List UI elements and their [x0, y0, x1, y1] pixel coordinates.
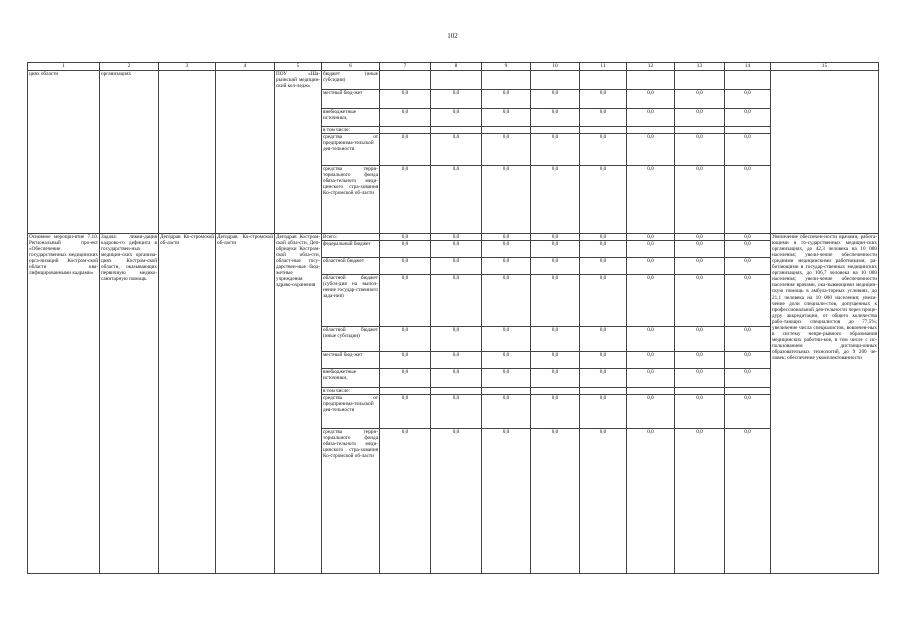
value-cell: 0,0	[431, 108, 482, 126]
value-cell: 0,0	[725, 326, 771, 351]
value-cell: 0,0	[380, 368, 431, 387]
value-cell	[531, 70, 580, 89]
value-cell	[675, 70, 725, 89]
value-cell: 0,0	[627, 240, 675, 257]
value-cell: 0,0	[725, 89, 771, 108]
value-cell: 0,0	[380, 233, 431, 240]
value-cell: 0,0	[531, 394, 580, 428]
value-cell	[675, 126, 725, 133]
value-cell	[431, 70, 482, 89]
column-number: 8	[431, 63, 482, 71]
value-cell: 0,0	[380, 108, 431, 126]
funding-source-label: средства терри-ториального фонда обяза-тельного меди-цинского стра-хования Ко-стромской об-ласти	[322, 165, 380, 233]
column-number: 10	[531, 63, 580, 71]
value-cell: 0,0	[725, 428, 771, 573]
value-cell: 0,0	[531, 257, 580, 274]
funding-source-label: в том числе:	[322, 387, 380, 394]
value-cell: 0,0	[725, 165, 771, 233]
value-cell: 0,0	[627, 89, 675, 108]
value-cell	[725, 126, 771, 133]
value-cell: 0,0	[380, 133, 431, 165]
funding-source-label: средства терри-ториального фонда обяза-тельного меди-цинского стра-хования Ко-стромской об-ласти	[322, 428, 380, 573]
value-cell: 0,0	[725, 274, 771, 326]
value-cell	[531, 387, 580, 394]
value-cell: 0,0	[627, 326, 675, 351]
value-cell: 0,0	[725, 240, 771, 257]
column-number: 14	[725, 63, 771, 71]
column-number: 2	[100, 63, 159, 71]
value-cell: 0,0	[531, 89, 580, 108]
value-cell	[675, 387, 725, 394]
value-cell: 0,0	[580, 89, 627, 108]
task-cell: организациях	[100, 70, 159, 233]
value-cell: 0,0	[725, 108, 771, 126]
funding-source-label: бюджет (иные субсидии)	[322, 70, 380, 89]
value-cell: 0,0	[431, 165, 482, 233]
value-cell: 0,0	[482, 240, 531, 257]
value-cell: 0,0	[675, 428, 725, 573]
value-cell: 0,0	[482, 133, 531, 165]
value-cell: 0,0	[380, 89, 431, 108]
executor-cell: ПОУ «Ша-рьинский медицин-ский кол-ледж»	[275, 70, 322, 233]
value-cell	[431, 126, 482, 133]
value-cell: 0,0	[531, 233, 580, 240]
funding-source-label: областной бюджет (иные субсидии)	[322, 326, 380, 351]
value-cell: 0,0	[580, 257, 627, 274]
value-cell: 0,0	[531, 351, 580, 368]
value-cell	[482, 70, 531, 89]
result-cell: Увеличение обеспечен-ности врачами, работа-ющими в го-сударственных медицин-ских организациях, до 42,3 человека на 10 000 населения; увели-чение обеспеченности средними медицинскими работниками, ра-ботающими в государ-ственных медицинских организациях, до 106,7 человека на 10 000 населения; увели-чение обеспеченности населения врачами, ока-зывающими медицин-скую помощь в амбула-торных условиях, до 21,1 человека на 10 000 населения; увели-чение доли специали-стов, допущенных к профессиональной дея-тельности через проце-дуру аккредитации, от общего количества рабо-тающих специалистов до 77,5%; увеличение числа специалистов, вовлечен-ных в систему непре-рывного образования медицинских работни-ков, в том числе с ис-пользованием дистанци-онных образовательных технологий, до 9 200 че-ловек; обеспечение укомплектованности	[771, 233, 879, 573]
value-cell: 0,0	[580, 394, 627, 428]
value-cell: 0,0	[627, 133, 675, 165]
task-cell: Задача: ликви-дация кадрово-го дефицита в государствен-ных медицин-ских организа-циях Костром-ской области, оказывающих первичную медико-санитарную помощь	[100, 233, 159, 573]
value-cell: 0,0	[431, 89, 482, 108]
value-cell	[725, 387, 771, 394]
funding-source-label: средства от предпринима-тельской дея-тельности	[322, 133, 380, 165]
value-cell: 0,0	[531, 368, 580, 387]
value-cell: 0,0	[482, 351, 531, 368]
value-cell: 0,0	[482, 165, 531, 233]
value-cell: 0,0	[531, 326, 580, 351]
value-cell: 0,0	[580, 108, 627, 126]
funding-source-label: внебюджетные источники,	[322, 108, 380, 126]
value-cell: 0,0	[627, 351, 675, 368]
value-cell: 0,0	[380, 257, 431, 274]
value-cell: 0,0	[725, 394, 771, 428]
column-number: 4	[216, 63, 275, 71]
value-cell: 0,0	[482, 394, 531, 428]
funding-source-label: местный бюд-жет	[322, 89, 380, 108]
activity-cell: циях области	[28, 70, 100, 233]
value-cell: 0,0	[482, 274, 531, 326]
column-number: 11	[580, 63, 627, 71]
funding-source-label: областной бюджет (субси-дия на выпол-нение государ-ственного зада-ния)	[322, 274, 380, 326]
value-cell: 0,0	[531, 274, 580, 326]
funding-source-label: средства от предпринима-тельской дея-тельности	[322, 394, 380, 428]
result-cell	[771, 70, 879, 233]
value-cell: 0,0	[431, 240, 482, 257]
value-cell: 0,0	[725, 368, 771, 387]
value-cell	[580, 70, 627, 89]
value-cell: 0,0	[531, 108, 580, 126]
value-cell: 0,0	[675, 165, 725, 233]
value-cell	[482, 126, 531, 133]
value-cell: 0,0	[380, 274, 431, 326]
value-cell: 0,0	[627, 394, 675, 428]
value-cell: 0,0	[580, 351, 627, 368]
value-cell	[580, 126, 627, 133]
value-cell: 0,0	[627, 274, 675, 326]
value-cell: 0,0	[531, 165, 580, 233]
column-number-row	[28, 63, 879, 71]
value-cell: 0,0	[627, 257, 675, 274]
value-cell: 0,0	[482, 108, 531, 126]
value-cell: 0,0	[580, 368, 627, 387]
value-cell: 0,0	[725, 233, 771, 240]
activity-cell: Основное меропри-ятие 7.10. Региональный про-ект «Обеспечение государственных медицинских орга-низаций Костром-ской области ква-лифицированными кадрами»	[28, 233, 100, 573]
value-cell	[627, 70, 675, 89]
value-cell: 0,0	[482, 89, 531, 108]
value-cell: 0,0	[431, 394, 482, 428]
value-cell: 0,0	[725, 257, 771, 274]
value-cell: 0,0	[482, 428, 531, 573]
value-cell: 0,0	[675, 368, 725, 387]
funding-source-label: федеральный бюджет	[322, 240, 380, 257]
value-cell: 0,0	[675, 394, 725, 428]
value-cell: 0,0	[725, 133, 771, 165]
value-cell: 0,0	[675, 89, 725, 108]
funding-source-label: в том числе:	[322, 126, 380, 133]
budget-table	[27, 62, 879, 574]
value-cell	[380, 387, 431, 394]
value-cell: 0,0	[431, 233, 482, 240]
value-cell: 0,0	[580, 240, 627, 257]
table-row	[28, 233, 879, 240]
column-number: 3	[159, 63, 216, 71]
value-cell: 0,0	[482, 368, 531, 387]
value-cell: 0,0	[380, 428, 431, 573]
column-number: 5	[275, 63, 322, 71]
value-cell: 0,0	[580, 133, 627, 165]
value-cell: 0,0	[675, 240, 725, 257]
column-number: 15	[771, 63, 879, 71]
value-cell: 0,0	[431, 368, 482, 387]
column-number: 13	[675, 63, 725, 71]
value-cell: 0,0	[675, 351, 725, 368]
value-cell: 0,0	[380, 240, 431, 257]
executor-cell: Депздрав Костром-ской обла-сти, Деп-обрнауки Костром-ской обла-сти, област-ные госу-дарствен-ные бюд-жетные учреждения здраво-охранения	[275, 233, 322, 573]
value-cell: 0,0	[580, 326, 627, 351]
value-cell	[725, 70, 771, 89]
value-cell: 0,0	[725, 351, 771, 368]
value-cell: 0,0	[675, 257, 725, 274]
coordinator-cell	[216, 70, 275, 233]
value-cell: 0,0	[431, 274, 482, 326]
value-cell: 0,0	[675, 108, 725, 126]
funding-source-label: местный бюд-жет	[322, 351, 380, 368]
value-cell: 0,0	[380, 351, 431, 368]
column-number: 12	[627, 63, 675, 71]
value-cell: 0,0	[531, 240, 580, 257]
customer-cell	[159, 70, 216, 233]
value-cell: 0,0	[675, 326, 725, 351]
value-cell: 0,0	[580, 274, 627, 326]
value-cell: 0,0	[531, 428, 580, 573]
customer-cell: Депздрав Ко-стромской об-ласти	[159, 233, 216, 573]
column-number: 9	[482, 63, 531, 71]
value-cell: 0,0	[627, 428, 675, 573]
funding-source-label: Всего:	[322, 233, 380, 240]
table-row	[28, 70, 879, 89]
value-cell	[380, 70, 431, 89]
value-cell: 0,0	[627, 108, 675, 126]
column-number: 6	[322, 63, 380, 71]
value-cell: 0,0	[380, 165, 431, 233]
value-cell	[627, 126, 675, 133]
value-cell: 0,0	[580, 165, 627, 233]
value-cell: 0,0	[580, 428, 627, 573]
funding-source-label: внебюджетные источники,	[322, 368, 380, 387]
value-cell: 0,0	[431, 351, 482, 368]
column-number: 7	[380, 63, 431, 71]
value-cell: 0,0	[482, 326, 531, 351]
value-cell	[380, 126, 431, 133]
coordinator-cell: Депздрав Ко-стромской об-ласти	[216, 233, 275, 573]
value-cell: 0,0	[431, 428, 482, 573]
value-cell: 0,0	[675, 133, 725, 165]
value-cell: 0,0	[627, 233, 675, 240]
value-cell	[431, 387, 482, 394]
value-cell: 0,0	[627, 368, 675, 387]
value-cell	[627, 387, 675, 394]
value-cell: 0,0	[431, 133, 482, 165]
value-cell: 0,0	[431, 257, 482, 274]
page-number: 102	[447, 32, 458, 40]
value-cell: 0,0	[531, 133, 580, 165]
value-cell: 0,0	[482, 257, 531, 274]
value-cell	[482, 387, 531, 394]
value-cell: 0,0	[627, 165, 675, 233]
value-cell	[580, 387, 627, 394]
funding-source-label: областной бюджет	[322, 257, 380, 274]
value-cell: 0,0	[580, 233, 627, 240]
column-number: 1	[28, 63, 100, 71]
value-cell	[531, 126, 580, 133]
value-cell: 0,0	[482, 233, 531, 240]
value-cell: 0,0	[380, 326, 431, 351]
value-cell: 0,0	[675, 274, 725, 326]
value-cell: 0,0	[675, 233, 725, 240]
value-cell: 0,0	[380, 394, 431, 428]
value-cell: 0,0	[431, 326, 482, 351]
